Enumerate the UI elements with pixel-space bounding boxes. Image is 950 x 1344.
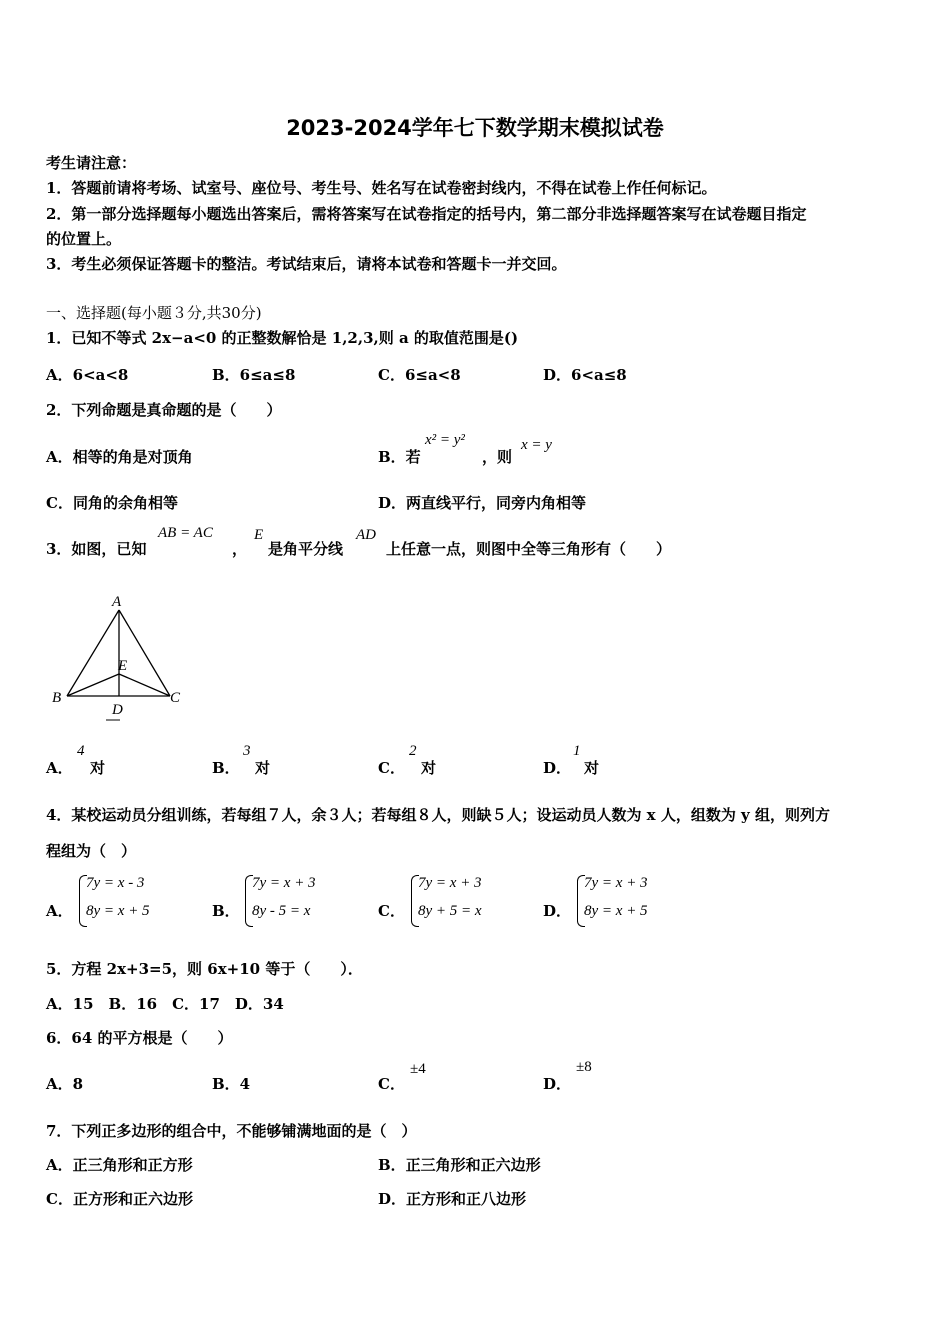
triangle-figure: [50, 590, 190, 725]
notice-item-1: 1．答题前请将考场、试室号、座位号、考生号、姓名写在试卷密封线内，不得在试卷上作任何标记。: [46, 179, 717, 197]
q3-math-ab-ac: AB = AC: [158, 525, 213, 541]
q1-option-d: D．6<a≤8: [543, 366, 627, 384]
q6-option-d: D．: [543, 1075, 572, 1093]
q3-option-a-label: A．: [46, 759, 73, 777]
q3-option-d-unit: 对: [584, 759, 600, 777]
q4-option-b-label: B．: [212, 902, 240, 920]
q7-option-c: C．正方形和正六边形: [46, 1190, 193, 1208]
page-title: 2023-2024学年七下数学期末模拟试卷: [286, 116, 664, 140]
q5-stem: 5．方程 2x+3=5，则 6x+10 等于（ ）．: [46, 960, 363, 978]
q4-option-d-label: D．: [543, 902, 572, 920]
q6-option-a: A．8: [46, 1075, 84, 1093]
q4-option-a-eq1: 7y = x - 3: [86, 875, 145, 891]
q3-math-ad: AD: [356, 527, 376, 543]
q3-option-a-unit: 对: [90, 759, 106, 777]
q4-stem-line2: 程组为（ ）: [46, 842, 137, 860]
q6-stem: 6．64 的平方根是（ ）: [46, 1029, 233, 1047]
q7-stem: 7．下列正多边形的组合中，不能够铺满地面的是（ ）: [46, 1122, 417, 1140]
q5-options: A．15 B．16 C．17 D．34: [46, 995, 284, 1013]
q3-option-b-label: B．: [212, 759, 240, 777]
q7-option-d: D．正方形和正八边形: [378, 1190, 527, 1208]
q4-option-c-eq2: 8y + 5 = x: [418, 903, 482, 919]
q4-option-c-eq1: 7y = x + 3: [418, 875, 482, 891]
vertex-label-c: C: [170, 690, 181, 706]
q6-option-c: C．: [378, 1075, 405, 1093]
q3-stem-pre: 3．如图，已知: [46, 540, 147, 558]
notice-heading: 考生请注意：: [46, 154, 137, 172]
vertex-label-d: D: [112, 702, 123, 718]
q3-option-b: [212, 757, 240, 778]
q4-option-a-label: A．: [46, 902, 73, 920]
q4-option-d-eq2: 8y = x + 5: [584, 903, 648, 919]
notice-item-3: 3．考生必须保证答题卡的整洁。考试结束后，请将本试卷和答题卡一并交回。: [46, 255, 567, 273]
q2-stem: 2．下列命题是真命题的是（ ）: [46, 401, 282, 419]
q1-option-b: B．6≤a≤8: [212, 366, 296, 384]
notice-item-2-cont: 的位置上。: [46, 230, 122, 248]
q1-option-c: C．6≤a<8: [378, 366, 461, 384]
q3-comma: ，: [232, 540, 248, 558]
q3-option-d-num: 1: [573, 743, 581, 759]
q3-option-d: [543, 757, 571, 778]
q3-option-d-label: D．: [543, 759, 572, 777]
q2-option-c: C．同角的余角相等: [46, 494, 178, 512]
q3-option-c: [378, 757, 405, 778]
q2-option-a: A．相等的角是对顶角: [46, 448, 193, 466]
vertex-label-b: B: [52, 690, 62, 706]
q3-option-a-num: 4: [77, 743, 85, 759]
q3-math-e: E: [254, 527, 264, 543]
q1-option-a: A．6<a<8: [46, 366, 129, 384]
q2-option-d: D．两直线平行，同旁内角相等: [378, 494, 587, 512]
vertex-label-e: E: [118, 658, 128, 674]
q3-stem-post: 上任意一点，则图中全等三角形有（ ）: [386, 540, 672, 558]
q3-option-b-unit: 对: [255, 759, 271, 777]
q6-option-c-math: ±4: [410, 1061, 426, 1077]
q2-option-b-math1: x² = y²: [425, 432, 465, 448]
q2-option-b: [378, 446, 421, 467]
q4-stem-line1: 4．某校运动员分组训练，若每组７人，余３人；若每组８人，则缺５人；设运动员人数为 x 人，组数为 y 组，则列方: [46, 806, 830, 824]
notice-item-2: 2．第一部分选择题每小题选出答案后，需将答案写在试卷指定的括号内，第二部分非选择题答案写在试卷题目指定: [46, 205, 807, 223]
q3-option-c-label: C．: [378, 759, 405, 777]
q2-option-b-label: B．若: [378, 448, 421, 466]
q4-option-d-eq1: 7y = x + 3: [584, 875, 648, 891]
q4-option-a-eq2: 8y = x + 5: [86, 903, 150, 919]
q4-option-c-label: C．: [378, 902, 405, 920]
q3-option-a: [46, 757, 73, 778]
q7-option-a: A．正三角形和正方形: [46, 1156, 193, 1174]
q6-option-d-math: ±8: [576, 1059, 592, 1075]
section-heading: 一、选择题(每小题３分,共30分): [46, 304, 262, 322]
q3-option-c-unit: 对: [421, 759, 437, 777]
q2-option-b-math2: x = y: [521, 437, 552, 453]
q1-stem: 1．已知不等式 2x−a<0 的正整数解恰是 1,2,3,则 a 的取值范围是(): [46, 329, 519, 347]
q4-option-b-eq1: 7y = x + 3: [252, 875, 316, 891]
q3-stem-mid: 是角平分线: [268, 540, 344, 558]
q7-option-b: B．正三角形和正六边形: [378, 1156, 541, 1174]
q6-option-b: B．4: [212, 1075, 251, 1093]
q4-option-b-eq2: 8y - 5 = x: [252, 903, 311, 919]
q3-option-b-num: 3: [243, 743, 251, 759]
q2-option-b-mid: ，则: [482, 448, 513, 466]
vertex-label-a: A: [112, 594, 122, 610]
q3-option-c-num: 2: [409, 743, 417, 759]
